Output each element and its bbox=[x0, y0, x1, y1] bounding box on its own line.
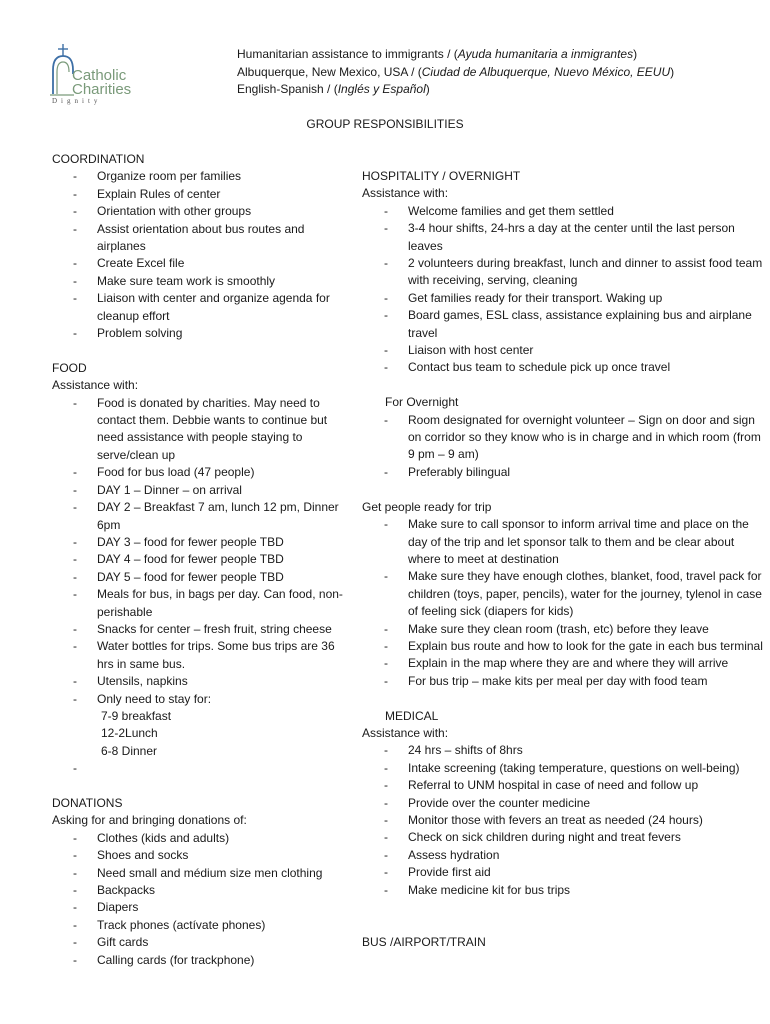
list-item: - DAY 5 – food for fewer people TBD bbox=[52, 569, 352, 586]
list-item: - Intake screening (taking temperature, questions on well-being) bbox=[362, 760, 770, 777]
list-item: - DAY 1 – Dinner – on arrival bbox=[52, 482, 352, 499]
list-item: - Make sure team work is smoothly bbox=[52, 273, 352, 290]
overnight-heading: For Overnight bbox=[385, 395, 459, 410]
coordination-heading: COORDINATION bbox=[52, 152, 145, 166]
page-title: GROUP RESPONSIBILITIES bbox=[306, 117, 464, 131]
list-item: - Get families ready for their transport. Waking up bbox=[362, 290, 770, 307]
right-column bbox=[362, 168, 770, 951]
list-item: - Make sure they have enough clothes, blanket, food, travel pack for children (toys, paper, pencils), water for the journey, tylenol in case of feeling sick (diapers for kids) bbox=[362, 568, 770, 620]
list-item: - Make medicine kit for bus trips bbox=[362, 882, 770, 899]
medical-list bbox=[362, 742, 770, 899]
list-item: - Utensils, napkins bbox=[52, 673, 352, 690]
overnight-list bbox=[362, 412, 770, 482]
food-time-dinner: 6-8 Dinner bbox=[101, 743, 158, 758]
list-item: - Referral to UNM hospital in case of need and follow up bbox=[362, 777, 770, 794]
list-item: - Food is donated by charities. May need to contact them. Debbie wants to continue but need assistance with people staying to serve/clean up bbox=[52, 395, 352, 465]
list-item: - Provide over the counter medicine bbox=[362, 795, 770, 812]
list-item: - Assist orientation about bus routes and airplanes bbox=[52, 221, 352, 256]
list-item: - Monitor those with fevers an treat as needed (24 hours) bbox=[362, 812, 770, 829]
food-subheading: Assistance with: bbox=[52, 378, 139, 393]
list-item: - 24 hrs – shifts of 8hrs bbox=[362, 742, 770, 759]
transport-heading: BUS /AIRPORT/TRAIN bbox=[362, 934, 486, 949]
trip-list bbox=[362, 516, 770, 690]
list-item: - Welcome families and get them settled bbox=[362, 203, 770, 220]
donations-list bbox=[52, 830, 352, 969]
left-column bbox=[52, 151, 352, 969]
list-item: - DAY 3 – food for fewer people TBD bbox=[52, 534, 352, 551]
list-item: - Orientation with other groups bbox=[52, 203, 352, 220]
list-item: - Explain Rules of center bbox=[52, 186, 352, 203]
header-line-1: Humanitarian assistance to immigrants / (Ayuda humanitaria a inmigrantes) bbox=[237, 47, 638, 61]
list-item: - 2 volunteers during breakfast, lunch and dinner to assist food team with receiving, serving, cleaning bbox=[362, 255, 770, 290]
list-item: - Board games, ESL class, assistance explaining bus and airplane travel bbox=[362, 307, 770, 342]
list-item: - Explain in the map where they are and where they will arrive bbox=[362, 655, 770, 672]
list-item: - Water bottles for trips. Some bus trips are 36 hrs in same bus. bbox=[52, 638, 352, 673]
hospitality-subheading: Assistance with: bbox=[362, 186, 449, 201]
list-item: - For bus trip – make kits per meal per day with food team bbox=[362, 673, 770, 690]
document-header bbox=[237, 46, 674, 99]
list-item: - Organize room per families bbox=[52, 168, 352, 185]
list-item: - Make sure to call sponsor to inform arrival time and place on the day of the trip and let sponsor talk to them and be clear about where to meet at destination bbox=[362, 516, 770, 568]
food-list bbox=[52, 395, 352, 708]
list-item: - Room designated for overnight volunteer – Sign on door and sign on corridor so they know who is in charge and in which room (from 9 pm – 9 am) bbox=[362, 412, 770, 464]
list-item: - Create Excel file bbox=[52, 255, 352, 272]
medical-heading: MEDICAL bbox=[385, 708, 439, 723]
list-item: - Snacks for center – fresh fruit, string cheese bbox=[52, 621, 352, 638]
list-item: - Liaison with center and organize agenda for cleanup effort bbox=[52, 290, 352, 325]
list-item: - Make sure they clean room (trash, etc) before they leave bbox=[362, 621, 770, 638]
logo-name-line2: Charities bbox=[72, 81, 132, 98]
list-item: - Gift cards bbox=[52, 934, 352, 951]
list-item: - Contact bus team to schedule pick up once travel bbox=[362, 359, 770, 376]
list-item: - Calling cards (for trackphone) bbox=[52, 952, 352, 969]
coordination-list bbox=[52, 168, 352, 342]
list-item: - Backpacks bbox=[52, 882, 352, 899]
medical-subheading: Assistance with: bbox=[362, 725, 449, 740]
list-item: - Check on sick children during night and treat fevers bbox=[362, 829, 770, 846]
trip-heading: Get people ready for trip bbox=[362, 499, 492, 514]
list-item: - Problem solving bbox=[52, 325, 352, 342]
list-item: - Clothes (kids and adults) bbox=[52, 830, 352, 847]
list-item: - Assess hydration bbox=[362, 847, 770, 864]
catholic-charities-logo bbox=[48, 44, 144, 106]
logo-tagline: Dignity bbox=[52, 97, 102, 105]
donations-subheading: Asking for and bringing donations of: bbox=[52, 813, 247, 828]
food-heading: FOOD bbox=[52, 360, 87, 375]
header-line-2: Albuquerque, New Mexico, USA / (Ciudad de Albuquerque, Nuevo México, EEUU) bbox=[237, 64, 675, 79]
food-empty-list bbox=[52, 760, 352, 777]
list-item: - Meals for bus, in bags per day. Can food, non-perishable bbox=[52, 586, 352, 621]
logo-name-line1: Catholic bbox=[72, 67, 127, 84]
list-item: - Preferably bilingual bbox=[362, 464, 770, 481]
list-item: - Need small and médium size men clothing bbox=[52, 865, 352, 882]
header-line-3: English-Spanish / (Inglés y Español) bbox=[237, 82, 430, 96]
list-item: - Food for bus load (47 people) bbox=[52, 464, 352, 481]
list-item: - 3-4 hour shifts, 24-hrs a day at the center until the last person leaves bbox=[362, 220, 770, 255]
hospitality-list bbox=[362, 203, 770, 377]
list-item: - Shoes and socks bbox=[52, 847, 352, 864]
list-item: - Track phones (actívate phones) bbox=[52, 917, 352, 934]
list-item: - Only need to stay for: bbox=[52, 691, 352, 708]
list-item: - DAY 2 – Breakfast 7 am, lunch 12 pm, Dinner 6pm bbox=[52, 499, 352, 534]
food-time-breakfast: 7-9 breakfast bbox=[101, 708, 172, 723]
hospitality-heading: HOSPITALITY / OVERNIGHT bbox=[362, 169, 521, 183]
list-item: - DAY 4 – food for fewer people TBD bbox=[52, 551, 352, 568]
food-time-lunch: 12-2Lunch bbox=[101, 726, 158, 741]
list-item: - Explain bus route and how to look for the gate in each bus terminal bbox=[362, 638, 770, 655]
donations-heading: DONATIONS bbox=[52, 796, 123, 810]
list-item: - Liaison with host center bbox=[362, 342, 770, 359]
list-item: - Provide first aid bbox=[362, 864, 770, 881]
empty-list-item bbox=[52, 760, 352, 777]
list-item: - Diapers bbox=[52, 899, 352, 916]
